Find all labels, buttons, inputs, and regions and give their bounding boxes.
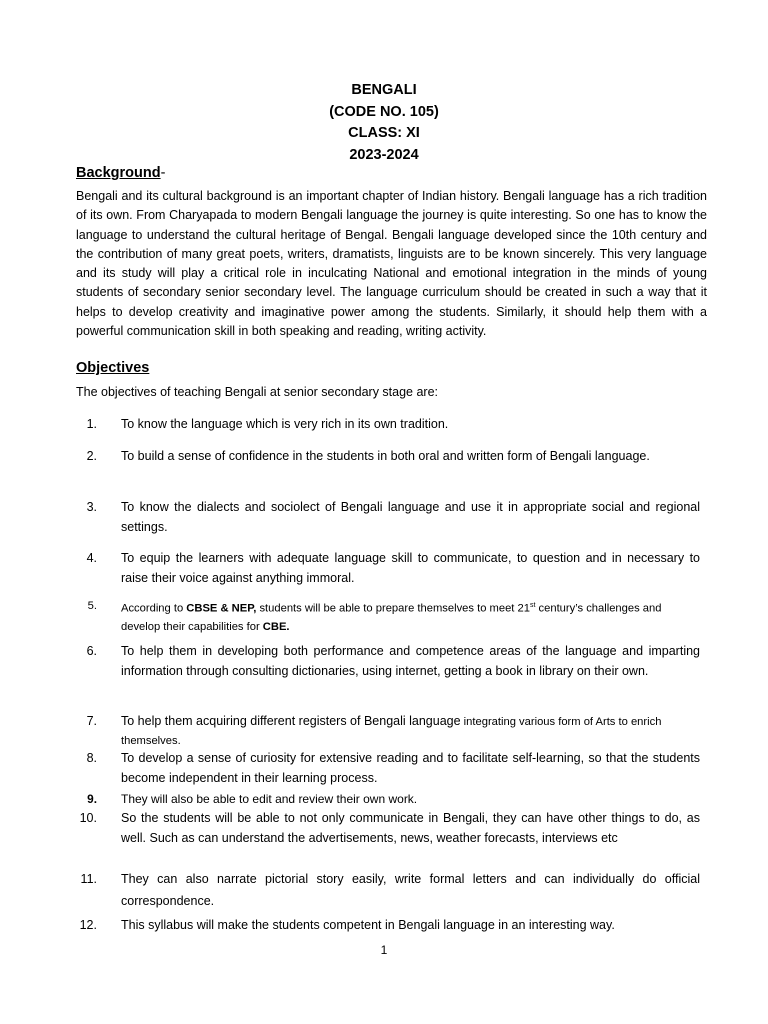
objective-item-1: 1. To know the language which is very rich in its own tradition. [86, 417, 449, 431]
subject-title: BENGALI [351, 82, 417, 98]
title-block [0, 80, 768, 166]
objective-item-11: 11. They can also narrate pictorial story easily, write formal letters and can individually do official correspondence. [80, 872, 700, 908]
class-label: CLASS: XI [348, 125, 420, 141]
objective-item-10: 10. So the students will be able to not only communicate in Bengali, they can have other things to do, as well. Such as can understand the advertisements, news, weather forecasts, interviews etc [79, 811, 700, 845]
objective-item-12: 12. This syllabus will make the students competent in Bengali language in an interesting way. [79, 918, 615, 932]
objective-item-8: 8. To develop a sense of curiosity for extensive reading and to facilitate self-learning, so that the students become independent in their learning process. [86, 751, 700, 785]
objective-item-3: 3. To know the dialects and sociolect of Bengali language and use it in appropriate social and regional settings. [86, 500, 700, 534]
objective-item-7: 7. To help them acquiring different registers of Bengali language integrating various form of Arts to enrich themselves. [86, 714, 662, 747]
page-number: 1 [380, 943, 388, 957]
objectives-intro: The objectives of teaching Bengali at senior secondary stage are: [76, 385, 439, 399]
objectives-heading: Objectives [76, 360, 150, 376]
objective-item-5: 5. According to CBSE & NEP, students will be able to prepare themselves to meet 21st century’s challenges and develop their capabilities for CBE. [87, 600, 662, 633]
background-paragraph: Bengali and its cultural background is an important chapter of Indian history. Bengali language has a rich tradition of its own. From Charyapada to modern Bengali language the journey is quite interesting. So one has to know the language to understand the cultural heritage of Bengal. Bengali language developed since the 10th century and the contribution of many great poets, writers, dramatists, linguists are to be known sincerely. This very language and its study will play a critical role in inculcating National and emotional integration in the minds of young students of secondary senior secondary level. The language curriculum should be created in such a way that it helps to develop creativity and imaginative power among the students. Similarly, it should help them with a powerful communication skill in both speaking and reading, writing activity. [76, 189, 707, 339]
objective-item-9: 9. They will also be able to edit and review their own work. [87, 792, 418, 806]
objective-item-6: 6. To help them in developing both performance and competence areas of the language and imparting information through consulting dictionaries, using internet, getting a book in library on their own. [86, 644, 700, 678]
objective-item-4: 4. To equip the learners with adequate language skill to communicate, to question and in necessary to raise their voice against anything immoral. [86, 551, 700, 585]
objective-item-2: 2. To build a sense of confidence in the students in both oral and written form of Bengali language. [86, 449, 650, 463]
background-heading: Background- [76, 165, 166, 181]
subject-code: (CODE NO. 105) [329, 103, 439, 120]
session-year: 2023-2024 [349, 146, 419, 163]
